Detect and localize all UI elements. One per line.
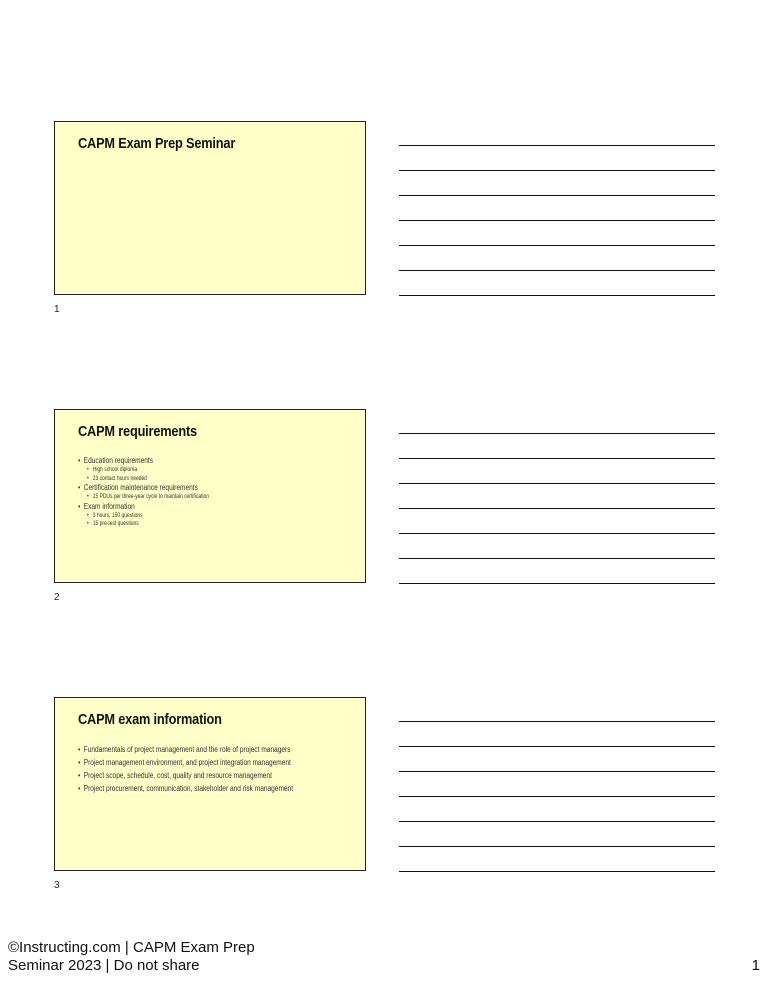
note-line [399, 220, 715, 221]
sub-bullet-item: • 23 contact hours needed [78, 475, 209, 484]
sub-bullet-item: • 15 PDUs per three-year cycle to maintain certification [78, 493, 209, 502]
slide-1 [54, 121, 366, 295]
note-line [399, 746, 715, 747]
sub-bullet-item: • High school diploma [78, 466, 209, 475]
note-line [399, 533, 715, 534]
note-line [399, 796, 715, 797]
note-line [399, 295, 715, 296]
note-line [399, 821, 715, 822]
slide-title: CAPM exam information [78, 712, 222, 728]
note-line [399, 508, 715, 509]
sub-bullet-item: • 3 hours, 150 questions [78, 512, 209, 521]
bullet-item: • Education requirements [78, 456, 209, 466]
note-line [399, 721, 715, 722]
footer-line: ©Instructing.com | CAPM Exam Prep [8, 939, 255, 956]
bullet-item: • Project management environment, and project integration management [78, 756, 293, 769]
note-line [399, 195, 715, 196]
bullet-item: • Project scope, schedule, cost, quality and resource management [78, 769, 293, 782]
note-line [399, 871, 715, 872]
footer-line: Seminar 2023 | Do not share [8, 957, 200, 974]
note-line [399, 771, 715, 772]
slide-title: CAPM requirements [78, 424, 197, 440]
bullet-item: • Certification maintenance requirements [78, 483, 209, 493]
slide-number: 1 [54, 304, 60, 315]
slide-number: 3 [54, 880, 60, 891]
note-line [399, 558, 715, 559]
bullet-item: • Project procurement, communication, stakeholder and risk management [78, 782, 293, 795]
note-line [399, 245, 715, 246]
note-line [399, 270, 715, 271]
page-number: 1 [751, 957, 760, 974]
note-line [399, 458, 715, 459]
note-line [399, 583, 715, 584]
note-line [399, 846, 715, 847]
bullet-list [78, 456, 209, 529]
slide-number: 2 [54, 592, 60, 603]
sub-bullet-item: • 15 pre-test questions [78, 520, 209, 529]
slide-title: CAPM Exam Prep Seminar [78, 136, 236, 152]
bullet-list [78, 743, 293, 795]
note-line [399, 145, 715, 146]
note-line [399, 483, 715, 484]
slide-3 [54, 697, 366, 871]
note-line [399, 170, 715, 171]
page-footer [8, 939, 255, 975]
bullet-item: • Exam information [78, 502, 209, 512]
slide-2 [54, 409, 366, 583]
bullet-item: • Fundamentals of project management and the role of project managers [78, 743, 293, 756]
note-line [399, 433, 715, 434]
